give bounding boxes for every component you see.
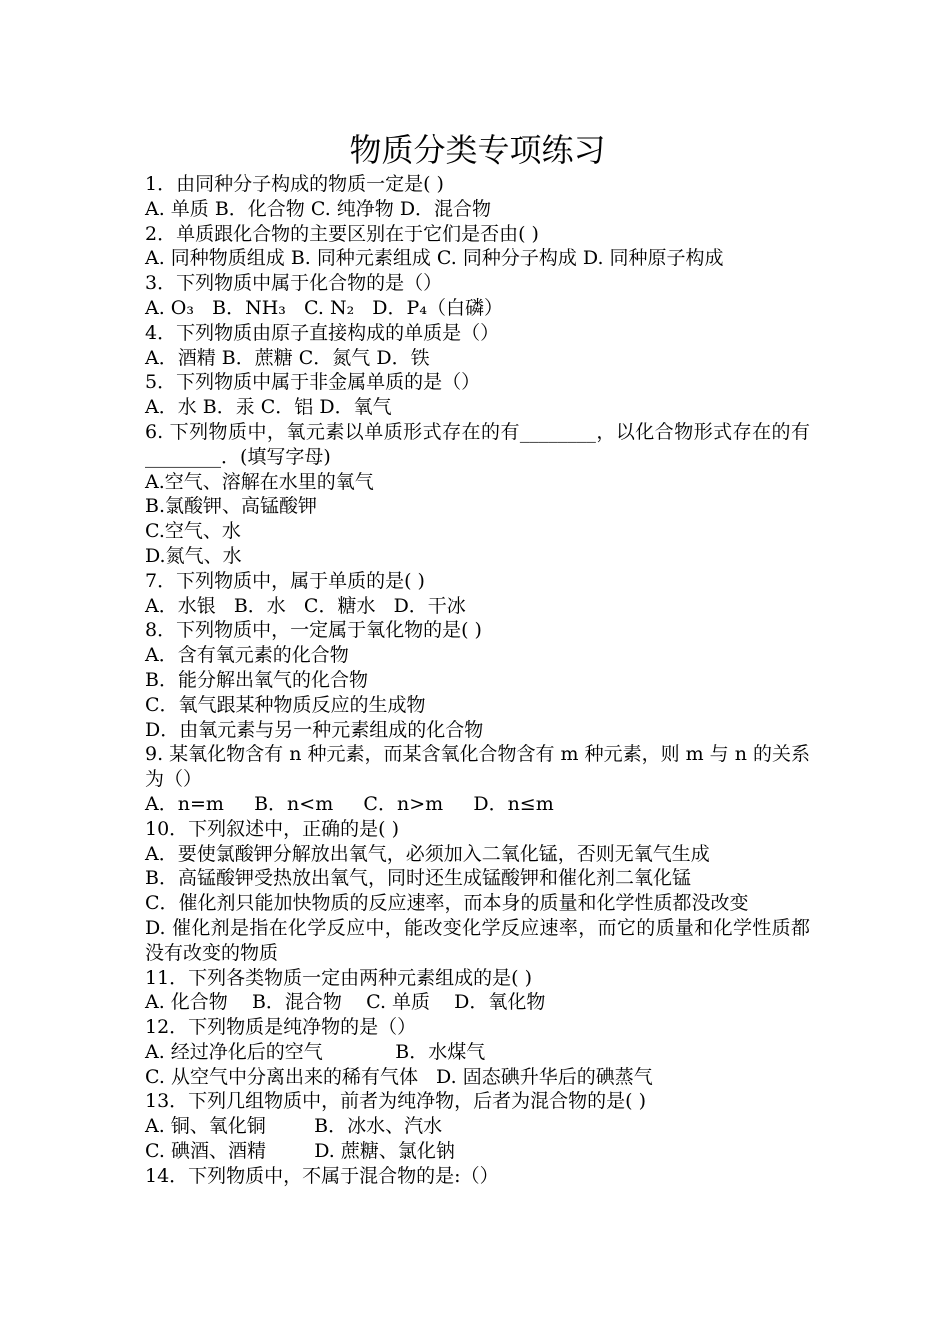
question-8-option-a: A．含有氧元素的化合物 (145, 644, 349, 667)
question-10-option-d: D. 催化剂是指在化学反应中，能改变化学反应速率，而它的质量和化学性质都没有改变的物质 (145, 916, 810, 964)
question-12-options-ab: A. 经过净化后的空气 B．水煤气 (145, 1040, 486, 1063)
question-8: 8．下列物质中，一定属于氧化物的是( ) (145, 619, 482, 642)
question-6: 6. 下列物质中，氧元素以单质形式存在的有________，以化合物形式存在的有________．(填写字母) (145, 420, 810, 468)
question-12-options-cd: C. 从空气中分离出来的稀有气体 D. 固态碘升华后的碘蒸气 (145, 1065, 653, 1088)
question-13-options-ab: A. 铜、氧化铜 B．冰水、汽水 (145, 1115, 443, 1138)
question-1: 1．由同种分子构成的物质一定是( ) (145, 173, 444, 195)
question-4-options: A．酒精 B．蔗糖 C．氮气 D．铁 (145, 346, 430, 369)
question-2: 2．单质跟化合物的主要区别在于它们是否由( ) (145, 222, 539, 245)
question-6-option-b: B.氯酸钾、高锰酸钾 (145, 495, 318, 518)
question-12: 12．下列物质是纯净物的是（） (145, 1016, 417, 1039)
question-6-option-a: A.空气、溶解在水里的氧气 (145, 470, 374, 493)
question-7: 7．下列物质中，属于单质的是( ) (145, 569, 425, 592)
question-4: 4．下列物质由原子直接构成的单质是（） (145, 321, 500, 344)
question-3: 3．下列物质中属于化合物的是（） (145, 272, 443, 295)
page-title: 物质分类专项练习 (349, 131, 606, 169)
question-5: 5．下列物质中属于非金属单质的是（） (145, 371, 481, 394)
question-10-option-a: A．要使氯酸钾分解放出氧气，必须加入二氧化锰，否则无氧气生成 (145, 842, 710, 865)
question-11-options: A. 化合物 B．混合物 C. 单质 D．氧化物 (145, 991, 546, 1014)
question-10: 10．下列叙述中，正确的是( ) (145, 817, 400, 840)
question-10-option-c: C．催化剂只能加快物质的反应速率，而本身的质量和化学性质都没改变 (145, 892, 749, 915)
question-9: 9. 某氧化物含有 n 种元素，而某含氧化合物含有 m 种元素，则 m 与 n 的关系为（） (145, 743, 810, 791)
question-10-option-b: B．高锰酸钾受热放出氧气，同时还生成锰酸钾和催化剂二氧化锰 (145, 867, 691, 890)
question-13-options-cd: C. 碘酒、酒精 D. 蔗糖、氯化钠 (145, 1140, 455, 1163)
question-6-option-c: C.空气、水 (145, 520, 241, 543)
question-1-options: A. 单质 B．化合物 C. 纯净物 D．混合物 (145, 197, 492, 220)
question-8-option-b: B．能分解出氧气的化合物 (145, 668, 368, 691)
question-8-option-d: D．由氧元素与另一种元素组成的化合物 (145, 718, 484, 741)
question-14: 14．下列物质中，不属于混合物的是:（） (145, 1164, 499, 1187)
question-2-options: A. 同种物质组成 B. 同种元素组成 C. 同种分子构成 D. 同种原子构成 (145, 247, 724, 270)
question-11: 11．下列各类物质一定由两种元素组成的是( ) (145, 966, 533, 989)
question-3-options: A. O₃ B．NH₃ C. N₂ D．P₄（白磷） (145, 296, 503, 319)
question-7-options: A．水银 B．水 C．糖水 D．干冰 (145, 594, 466, 617)
question-8-option-c: C．氧气跟某种物质反应的生成物 (145, 693, 426, 716)
question-9-options: A．n=m B．n<m C．n>m D．n≤m (145, 792, 554, 815)
question-13: 13．下列几组物质中，前者为纯净物，后者为混合物的是( ) (145, 1090, 647, 1113)
question-5-options: A．水 B．汞 C．铝 D．氧气 (145, 396, 392, 419)
document-page (145, 128, 810, 1189)
question-6-option-d: D.氮气、水 (145, 544, 242, 567)
